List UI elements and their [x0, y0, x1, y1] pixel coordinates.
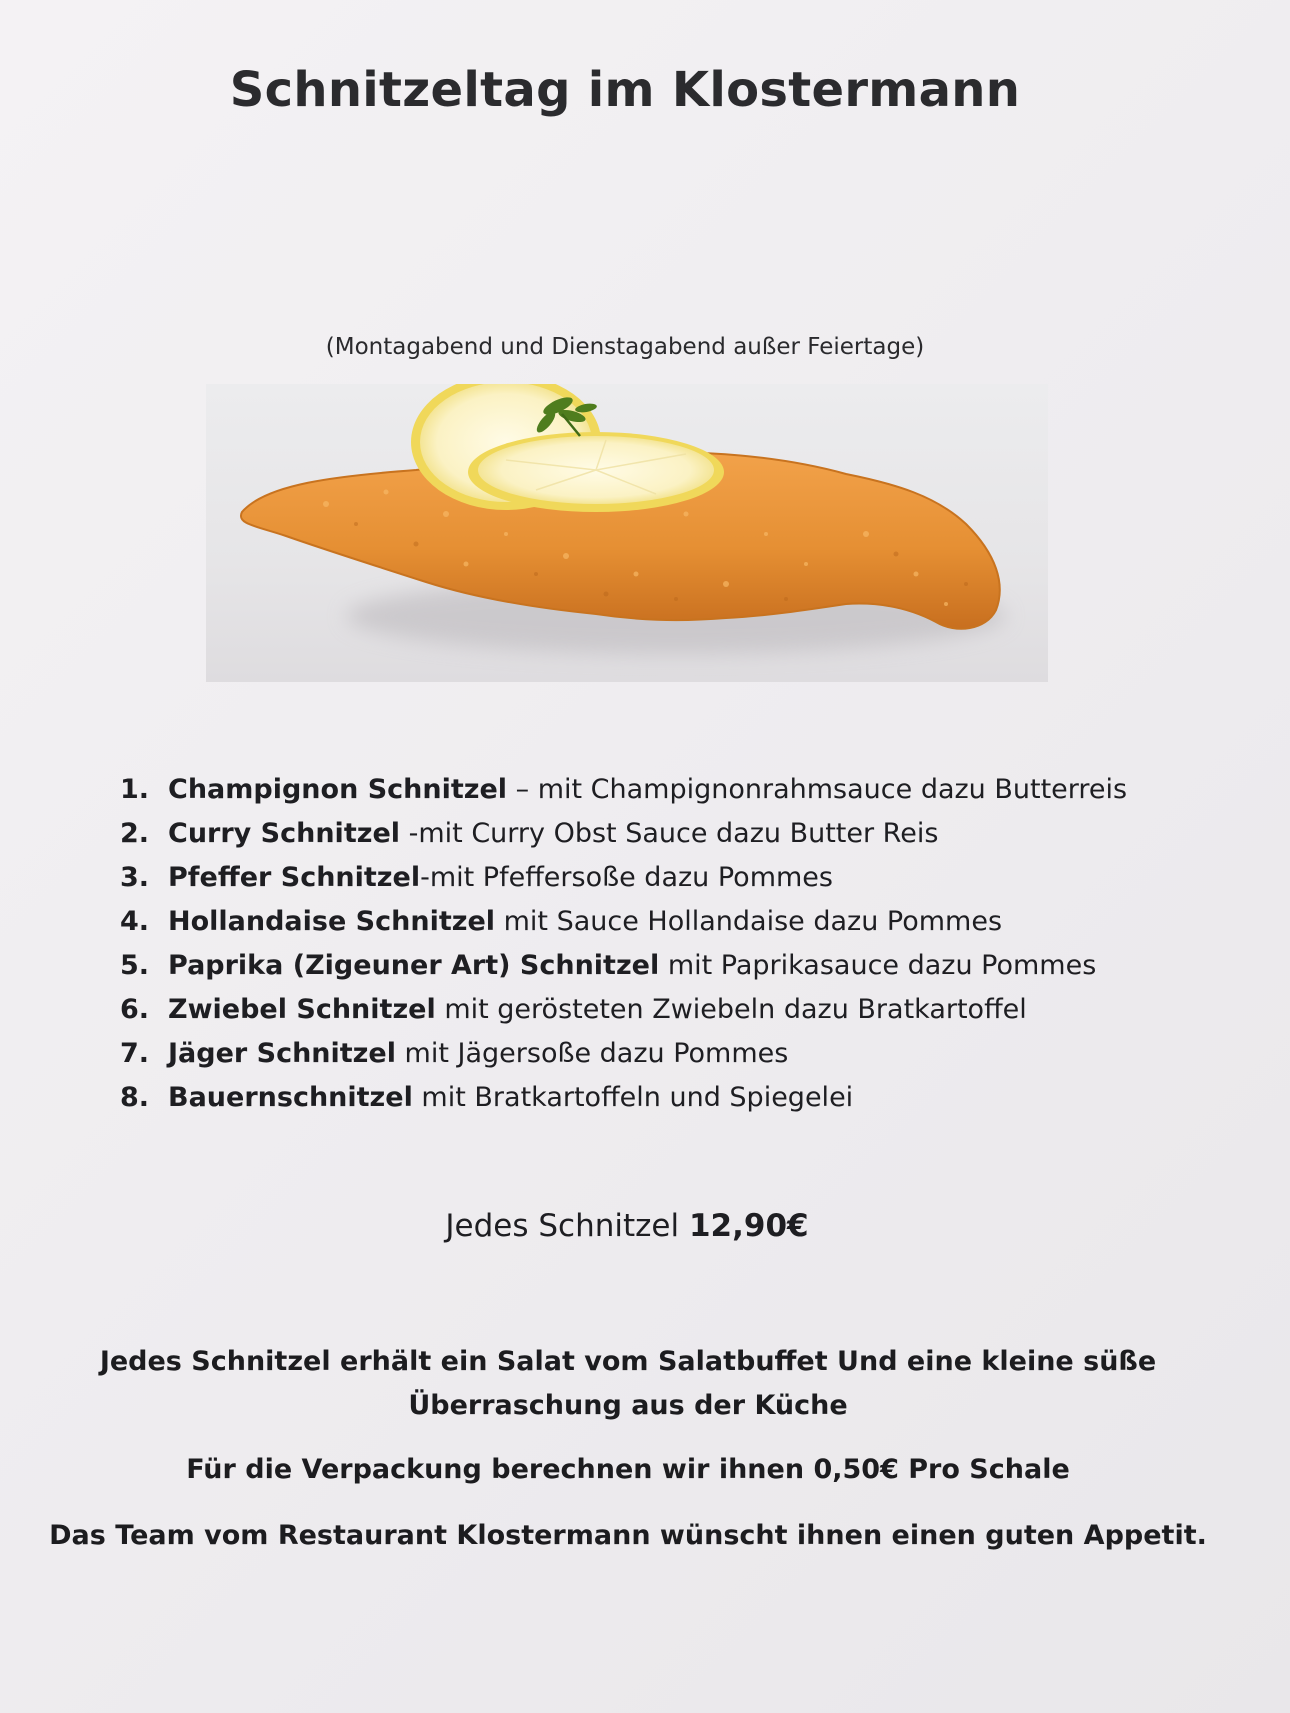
menu-item-description: -mit Curry Obst Sauce dazu Butter Reis — [400, 818, 939, 849]
page-title: Schnitzeltag im Klostermann — [229, 62, 1021, 118]
menu-item-number: 1. — [120, 774, 150, 805]
schnitzel-menu-list — [120, 768, 1127, 1120]
menu-item-number: 7. — [120, 1038, 150, 1069]
packaging-note: Für die Verpackung berechnen wir ihnen 0,50€ Pro Schale — [186, 1454, 1070, 1485]
menu-item-description: mit Paprikasauce dazu Pommes — [659, 950, 1097, 981]
menu-item-number: 3. — [120, 862, 150, 893]
menu-item-number: 8. — [120, 1082, 150, 1113]
price-line — [0, 1208, 1254, 1244]
menu-item-name: Curry Schnitzel — [168, 818, 401, 849]
menu-item — [120, 900, 1127, 944]
menu-item-description: mit Bratkartoffeln und Spiegelei — [412, 1082, 854, 1113]
price-amount: 12,90€ — [688, 1208, 809, 1244]
menu-item-number: 4. — [120, 906, 150, 937]
menu-item-name: Zwiebel Schnitzel — [168, 994, 436, 1025]
menu-item-name: Pfeffer Schnitzel — [168, 862, 421, 893]
menu-item-name: Paprika (Zigeuner Art) Schnitzel — [168, 950, 660, 981]
menu-item — [120, 768, 1127, 812]
menu-item — [120, 1076, 1127, 1120]
price-label: Jedes Schnitzel — [445, 1208, 689, 1244]
salad-note — [40, 1340, 1216, 1428]
menu-item-description: -mit Pfeffersoße dazu Pommes — [420, 862, 833, 893]
salad-note-line1: Jedes Schnitzel erhält ein Salat vom Salatbuffet Und eine kleine süße — [99, 1346, 1157, 1377]
menu-item-number: 6. — [120, 994, 150, 1025]
menu-item-number: 5. — [120, 950, 150, 981]
menu-item — [120, 988, 1127, 1032]
menu-item — [120, 812, 1127, 856]
menu-item-name: Hollandaise Schnitzel — [168, 906, 496, 937]
menu-item-description: mit Sauce Hollandaise dazu Pommes — [495, 906, 1003, 937]
menu-item-name: Champignon Schnitzel — [168, 774, 508, 805]
menu-item-description: mit gerösteten Zwiebeln dazu Bratkartoffel — [435, 994, 1027, 1025]
menu-item — [120, 856, 1127, 900]
menu-item-name: Jäger Schnitzel — [168, 1038, 396, 1069]
team-greeting: Das Team vom Restaurant Klostermann wünscht ihnen einen guten Appetit. — [49, 1520, 1207, 1551]
menu-item — [120, 1032, 1127, 1076]
menu-item-description: – mit Champignonrahmsauce dazu Butterreis — [507, 774, 1128, 805]
menu-item-name: Bauernschnitzel — [168, 1082, 413, 1113]
salad-note-line2: Überraschung aus der Küche — [408, 1390, 848, 1421]
availability-note: (Montagabend und Dienstagabend außer Feiertage) — [325, 334, 925, 360]
notes-section — [40, 1340, 1216, 1558]
menu-item — [120, 944, 1127, 988]
schnitzel-with-lemon-image — [206, 384, 1048, 682]
menu-item-description: mit Jägersoße dazu Pommes — [395, 1038, 789, 1069]
menu-item-number: 2. — [120, 818, 150, 849]
